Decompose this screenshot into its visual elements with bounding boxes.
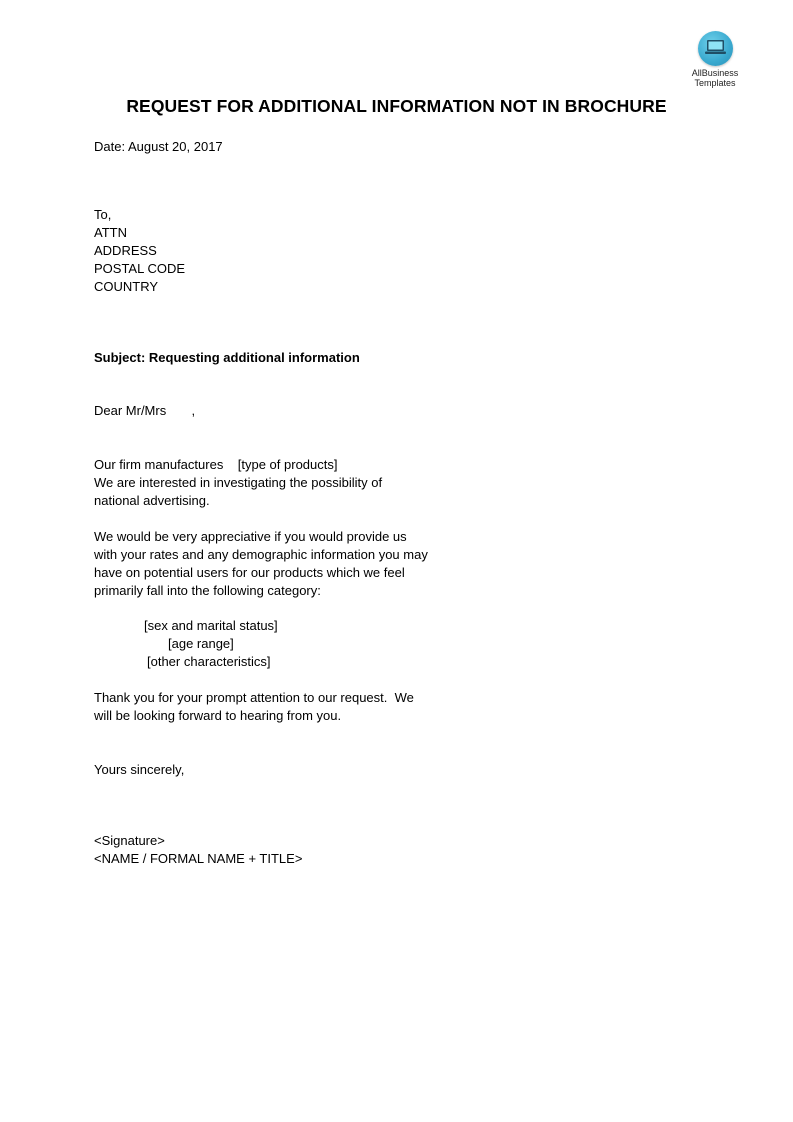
paragraph-2-line-3: have on potential users for our products which we feel: [94, 565, 405, 580]
subject-line: Subject: Requesting additional information: [94, 350, 360, 365]
closing: Yours sincerely,: [94, 762, 185, 777]
paragraph-2-line-1: We would be very appreciative if you would provide us: [94, 529, 407, 544]
paragraph-2-line-4: primarily fall into the following category:: [94, 583, 321, 598]
paragraph-1-line-2: We are interested in investigating the possibility of: [94, 475, 383, 490]
paragraph-1-line-1: Our firm manufactures [type of products]: [94, 457, 338, 472]
logo-text: [684, 68, 746, 88]
company-logo: [684, 31, 746, 88]
recipient-to: To,: [94, 207, 112, 222]
recipient-attn: ATTN: [94, 225, 127, 240]
logo-line-1: AllBusiness: [691, 68, 739, 78]
paragraph-2-line-2: with your rates and any demographic information you may: [94, 547, 428, 562]
paragraph-1-line-3: national advertising.: [94, 493, 210, 508]
recipient-country: COUNTRY: [94, 279, 159, 294]
logo-line-2: Templates: [694, 78, 736, 88]
name-title-placeholder: <NAME / FORMAL NAME + TITLE>: [94, 851, 303, 866]
recipient-address: ADDRESS: [94, 243, 157, 258]
paragraph-3-line-1: Thank you for your prompt attention to our request. We: [94, 690, 414, 705]
signature-placeholder: <Signature>: [94, 833, 165, 848]
document-title: REQUEST FOR ADDITIONAL INFORMATION NOT IN BROCHURE: [126, 96, 667, 116]
category-item: [other characteristics]: [147, 654, 271, 669]
laptop-icon: [698, 31, 733, 66]
recipient-postal-code: POSTAL CODE: [94, 261, 186, 276]
salutation: Dear Mr/Mrs ,: [94, 403, 196, 418]
paragraph-3-line-2: will be looking forward to hearing from you.: [94, 708, 342, 723]
category-item: [sex and marital status]: [144, 618, 278, 633]
date-line: Date: August 20, 2017: [94, 139, 223, 154]
category-item: [age range]: [168, 636, 234, 651]
